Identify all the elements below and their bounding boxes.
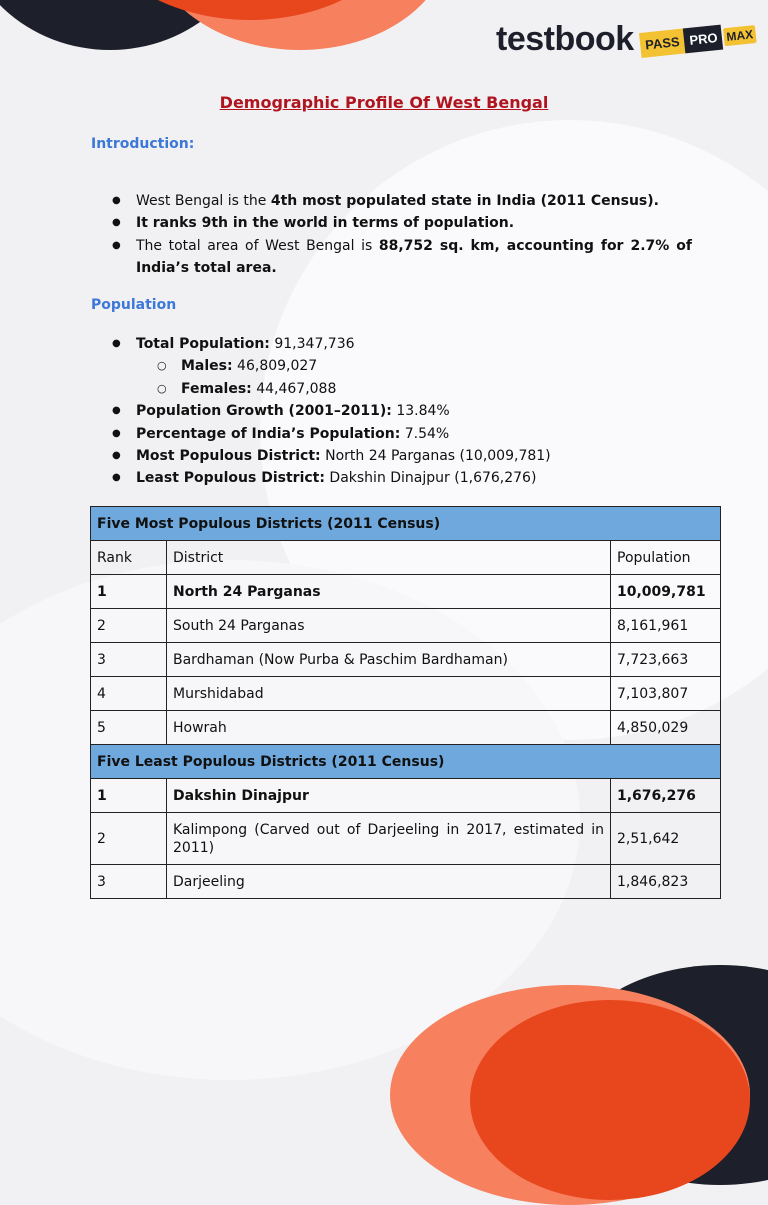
list-item: ● Percentage of India’s Population: 7.54% bbox=[112, 423, 692, 445]
table-column-header bbox=[91, 541, 721, 575]
district-cell: Dakshin Dinajpur bbox=[167, 779, 611, 813]
testbook-logo[interactable] bbox=[496, 18, 756, 60]
list-item: ● Population Growth (2001–2011): 13.84% bbox=[112, 400, 692, 422]
district-cell: Bardhaman (Now Purba & Paschim Bardhaman) bbox=[167, 643, 611, 677]
list-item: ● It ranks 9th in the world in terms of population. bbox=[112, 212, 692, 234]
column-header-rank: Rank bbox=[91, 541, 167, 575]
population-cell: 7,723,663 bbox=[611, 643, 721, 677]
table-row bbox=[91, 609, 721, 643]
districts-table bbox=[90, 506, 721, 899]
population-cell: 8,161,961 bbox=[611, 609, 721, 643]
least-populous-heading: Five Least Populous Districts (2011 Census) bbox=[91, 745, 721, 779]
district-cell: Murshidabad bbox=[167, 677, 611, 711]
list-item: ● The total area of West Bengal is 88,752 sq. km, accounting for 2.7% of India’s total area. bbox=[112, 235, 692, 280]
list-item: ● Total Population: 91,347,736 bbox=[112, 333, 692, 355]
badge-pass: PASS bbox=[639, 28, 686, 58]
population-cell: 7,103,807 bbox=[611, 677, 721, 711]
list-item: ○ Males: 46,809,027 bbox=[112, 355, 692, 377]
intro-list bbox=[112, 190, 692, 280]
list-item: ● Most Populous District: North 24 Parganas (10,009,781) bbox=[112, 445, 692, 467]
table-row bbox=[91, 643, 721, 677]
district-cell: Howrah bbox=[167, 711, 611, 745]
list-item: ○ Females: 44,467,088 bbox=[112, 378, 692, 400]
district-cell: North 24 Parganas bbox=[167, 575, 611, 609]
table-row bbox=[91, 711, 721, 745]
district-cell: South 24 Parganas bbox=[167, 609, 611, 643]
population-list bbox=[112, 333, 692, 490]
population-heading: Population bbox=[91, 297, 177, 313]
page-title: Demographic Profile Of West Bengal bbox=[219, 93, 549, 112]
population-cell: 1,846,823 bbox=[611, 865, 721, 899]
rank-cell: 5 bbox=[91, 711, 167, 745]
pass-pro-max-badge bbox=[639, 20, 757, 57]
column-header-district: District bbox=[167, 541, 611, 575]
population-cell: 2,51,642 bbox=[611, 813, 721, 865]
rank-cell: 3 bbox=[91, 643, 167, 677]
table-row bbox=[91, 575, 721, 609]
table-row bbox=[91, 779, 721, 813]
rank-cell: 2 bbox=[91, 813, 167, 865]
district-cell: Darjeeling bbox=[167, 865, 611, 899]
table-section-header bbox=[91, 507, 721, 541]
rank-cell: 1 bbox=[91, 779, 167, 813]
rank-cell: 4 bbox=[91, 677, 167, 711]
decor-bottom-red bbox=[470, 1000, 750, 1200]
table-row bbox=[91, 865, 721, 899]
rank-cell: 1 bbox=[91, 575, 167, 609]
logo-wordmark: testbook bbox=[496, 19, 634, 58]
badge-pro: PRO bbox=[683, 24, 723, 53]
population-cell: 1,676,276 bbox=[611, 779, 721, 813]
table-row bbox=[91, 677, 721, 711]
list-item: ● Least Populous District: Dakshin Dinajpur (1,676,276) bbox=[112, 467, 692, 489]
table-row bbox=[91, 813, 721, 865]
most-populous-heading: Five Most Populous Districts (2011 Census) bbox=[91, 507, 721, 541]
column-header-population: Population bbox=[611, 541, 721, 575]
intro-heading: Introduction: bbox=[91, 136, 195, 152]
badge-max: MAX bbox=[722, 24, 756, 45]
rank-cell: 3 bbox=[91, 865, 167, 899]
population-cell: 4,850,029 bbox=[611, 711, 721, 745]
table-section-header bbox=[91, 745, 721, 779]
population-cell: 10,009,781 bbox=[611, 575, 721, 609]
rank-cell: 2 bbox=[91, 609, 167, 643]
list-item: ● West Bengal is the 4th most populated state in India (2011 Census). bbox=[112, 190, 692, 212]
district-cell: Kalimpong (Carved out of Darjeeling in 2017, estimated in 2011) bbox=[167, 813, 611, 865]
